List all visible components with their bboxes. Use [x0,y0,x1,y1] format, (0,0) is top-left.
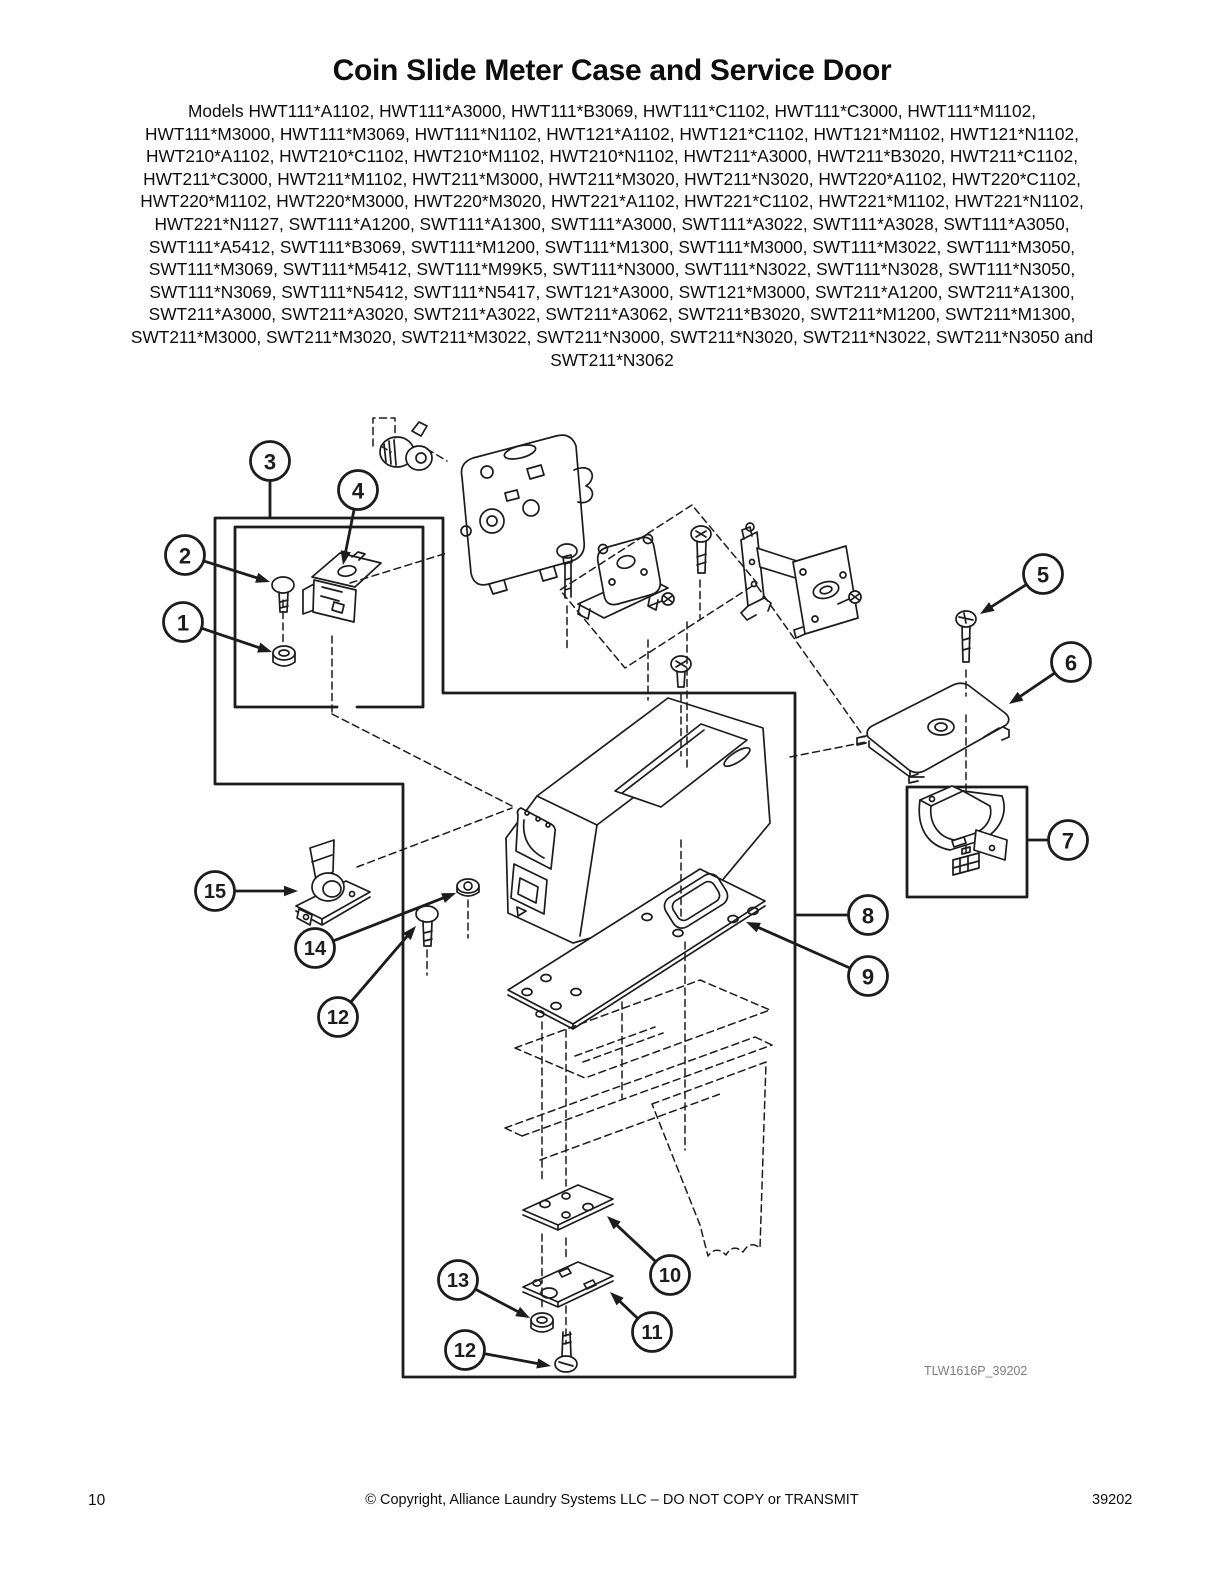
callout-2 [166,536,271,583]
model-list-line: HWT220*M1102, HWT220*M3000, HWT220*M3020, HWT221*A1102, HWT221*C1102, HWT221*M1102, HWT221*N1102, [140,191,1084,212]
svg-text:11: 11 [641,1322,663,1344]
coin-slide-bracket-part4 [303,552,381,622]
svg-text:10: 10 [658,1265,682,1287]
svg-text:9: 9 [861,964,875,990]
svg-text:13: 13 [446,1270,470,1292]
svg-text:7: 7 [1061,828,1075,854]
callout-12 [446,1331,552,1370]
callout-3 [251,442,290,517]
footer-page-number: 10 [88,1492,106,1509]
footer-copyright: © Copyright, Alliance Laundry Systems LLC – DO NOT COPY or TRANSMIT [365,1492,859,1508]
figure-code: TLW1616P_39202 [924,1364,1028,1378]
spacer-plate-part11 [523,1262,613,1307]
spacer-plate-part10 [523,1185,613,1230]
callout-7 [1028,821,1088,860]
locknut-part14 [457,879,479,896]
model-list-line: SWT111*M3069, SWT111*M5412, SWT111*M99K5, SWT111*N3000, SWT111*N3022, SWT111*N3028, SWT111*N3050, [148,259,1076,280]
model-list-line: SWT211*A3000, SWT211*A3020, SWT211*A3022, SWT211*A3062, SWT211*B3020, SWT211*M1200, SWT211*M1300, [148,304,1076,325]
svg-text:5: 5 [1036,562,1050,588]
callout-13 [439,1261,531,1319]
callout-8 [797,896,888,935]
service-door-plate-part6 [857,683,1009,783]
model-list-line: HWT111*M3000, HWT111*M3069, HWT111*N1102, HWT121*A1102, HWT121*C1102, HWT121*M1102, HWT121*N1102, [145,123,1079,144]
model-list-line: SWT111*A5412, SWT111*B3069, SWT111*M1200, SWT111*M1300, SWT111*M3000, SWT111*M3022, SWT111*M3050, [148,236,1076,257]
meter-mechanism [461,435,592,594]
case-top-screw [671,656,691,687]
screw-part12-lower [555,1332,577,1372]
svg-text:12: 12 [453,1340,477,1362]
nut-part13 [531,1313,553,1332]
svg-text:12: 12 [326,1007,350,1029]
exploded-parts-artwork [272,422,1009,1372]
screw-part5 [956,611,976,662]
model-list-line: HWT211*C3000, HWT211*M1102, HWT211*M3000, HWT211*M3020, HWT211*N3020, HWT220*A1102, HWT220*C1102, [143,168,1081,189]
model-list-line: SWT211*M3000, SWT211*M3020, SWT211*M3022, SWT211*N3000, SWT211*N3020, SWT211*N3022, SWT211*N3050 and [130,326,1094,347]
screw-part12-upper [416,906,438,946]
model-list-line: HWT210*A1102, HWT210*C1102, HWT210*M1102, HWT210*N1102, HWT211*A3000, HWT211*B3020, HWT211*C1102, [145,146,1078,167]
latch-plate [793,546,858,638]
meter-case-bracket-part7 [919,786,1007,875]
model-list-line: SWT211*N3062 [550,349,674,370]
callout-15 [196,872,299,911]
svg-text:2: 2 [178,543,192,569]
footer-doc-number: 39202 [1092,1492,1133,1508]
svg-text:14: 14 [303,938,327,960]
model-list-line: HWT221*N1127, SWT111*A1200, SWT111*A1300, SWT111*A3000, SWT111*A3022, SWT111*A3028, SWT111*A3050, [154,213,1070,234]
screw-icon [691,526,711,573]
model-list-line: Models HWT111*A1102, HWT111*A3000, HWT111*B3069, HWT111*C1102, HWT111*C3000, HWT111*M1102, [187,101,1037,121]
callout-10 [607,1216,690,1295]
svg-text:15: 15 [203,881,227,903]
callout-5 [980,555,1063,615]
svg-text:1: 1 [176,610,190,636]
model-list-line: SWT111*N3069, SWT111*N5412, SWT111*N5417, SWT121*A3000, SWT121*M3000, SWT211*A1200, SWT211*A1300, [149,281,1075,302]
callout-1 [164,603,273,653]
page-title: Coin Slide Meter Case and Service Door [332,54,892,87]
svg-text:3: 3 [263,449,277,475]
callout-11 [610,1292,672,1352]
svg-text:8: 8 [861,903,875,929]
callout-6 [1009,643,1091,705]
nut-part1 [273,646,295,666]
service-door-latch-part15 [296,840,370,925]
page-footer [0,1492,1224,1508]
svg-text:4: 4 [351,478,365,504]
svg-text:6: 6 [1064,650,1078,676]
lock-cylinder [380,422,432,470]
